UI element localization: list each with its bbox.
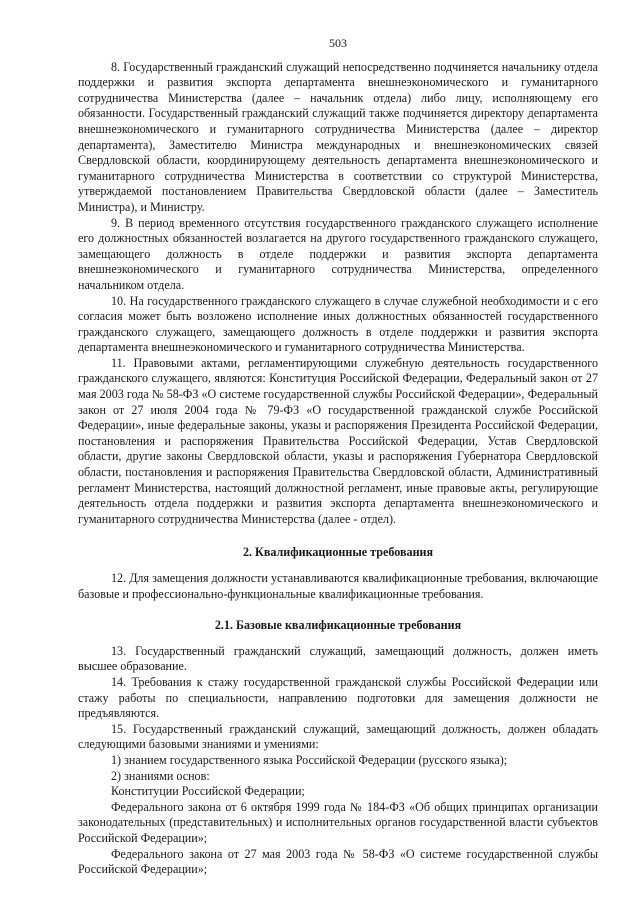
list-item-law-184: Федерального закона от 6 октября 1999 года № 184-ФЗ «Об общих принципах организации законодательных (представительных) и исполнительных органов государственной власти субъектов Российской Федерации»;: [78, 799, 598, 845]
paragraph-12: 12. Для замещения должности устанавливаются квалификационные требования, включающие базовые и профессионально-функциональные квалификационные требования.: [78, 571, 598, 601]
list-item-1: 1) знанием государственного языка Российской Федерации (русского языка);: [111, 752, 508, 767]
list-item-constitution: Конституции Российской Федерации;: [111, 784, 305, 799]
page-number: 503: [329, 36, 347, 50]
list-item-2: 2) знаниями основ:: [111, 768, 210, 783]
list-item-law-58: Федерального закона от 27 мая 2003 года № 58-ФЗ «О системе государственной службы Российской Федерации»;: [78, 846, 598, 877]
paragraph-10: 10. На государственного гражданского служащего в случае служебной необходимости и с его согласия может быть возложено исполнение иных должностных обязанностей государственного гражданского служащего, замещающего должность в отделе поддержки и развития экспорта департамента внешнеэкономического и гуманитарного сотрудничества Министерства.: [78, 293, 598, 355]
paragraph-11: 11. Правовыми актами, регламентирующими служебную деятельность государственного гражданского служащего, являются: Конституция Российской Федерации, Федеральный закон от 27 мая 2003 года № 58-ФЗ «О системе государственной службы Российской Федерации», Федеральный закон от 27 июля 2004 года № 79-ФЗ «О государственной гражданской службе Российской Федерации», иные федеральные законы, указы и распоряжения Президента Российской Федерации, постановления и распоряжения Правительства Российской Федерации, Устав Свердловской области, другие законы Свердловской области, указы и распоряжения Губернатора Свердловской области, постановления и распоряжения Правительства Свердловской области, Административный регламент Министерства, настоящий должностной регламент, иные правовые акты, регулирующие деятельность отдела поддержки и развития экспорта департамента внешнеэкономического и гуманитарного сотрудничества Министерства (далее - отдел).: [78, 355, 598, 526]
paragraph-13: 13. Государственный гражданский служащий, замещающий должность, должен иметь высшее образование.: [78, 643, 598, 674]
paragraph-15: 15. Государственный гражданский служащий, замещающий должность, должен обладать следующими базовыми знаниями и умениями:: [78, 721, 598, 752]
paragraph-9: 9. В период временного отсутствия государственного гражданского служащего исполнение его должностных обязанностей возлагается на другого государственного гражданского служащего, замещающего должность в отделе поддержки и развития экспорта департамента внешнеэкономического и гуманитарного сотрудничества Министерства, определенного начальником отдела.: [78, 215, 598, 292]
paragraph-8: 8. Государственный гражданский служащий непосредственно подчиняется начальнику отдела поддержки и развития экспорта департамента внешнеэкономического и гуманитарного сотрудничества Министерства (далее – начальник отдела) либо лицу, исполняющему его обязанности. Государственный гражданский служащий также подчиняется директору департамента внешнеэкономического и гуманитарного сотрудничества Министерства (далее – директор департамента), Заместителю Министра международных и внешнеэкономических связей Свердловской области, координирующему деятельность департамента внешнеэкономического и гуманитарного сотрудничества Министерства в соответствии со структурой Министерства, утверждаемой постановлением Правительства Свердловской области (далее – Заместитель Министра), и Министру.: [78, 59, 598, 214]
section-heading-2-1: 2.1. Базовые квалификационные требования: [214, 618, 462, 633]
section-heading-2: 2. Квалификационные требования: [242, 545, 434, 560]
paragraph-14: 14. Требования к стажу государственной гражданской службы Российской Федерации или стажу работы по специальности, направлению подготовки для замещения должности не предъявляются.: [78, 674, 598, 721]
